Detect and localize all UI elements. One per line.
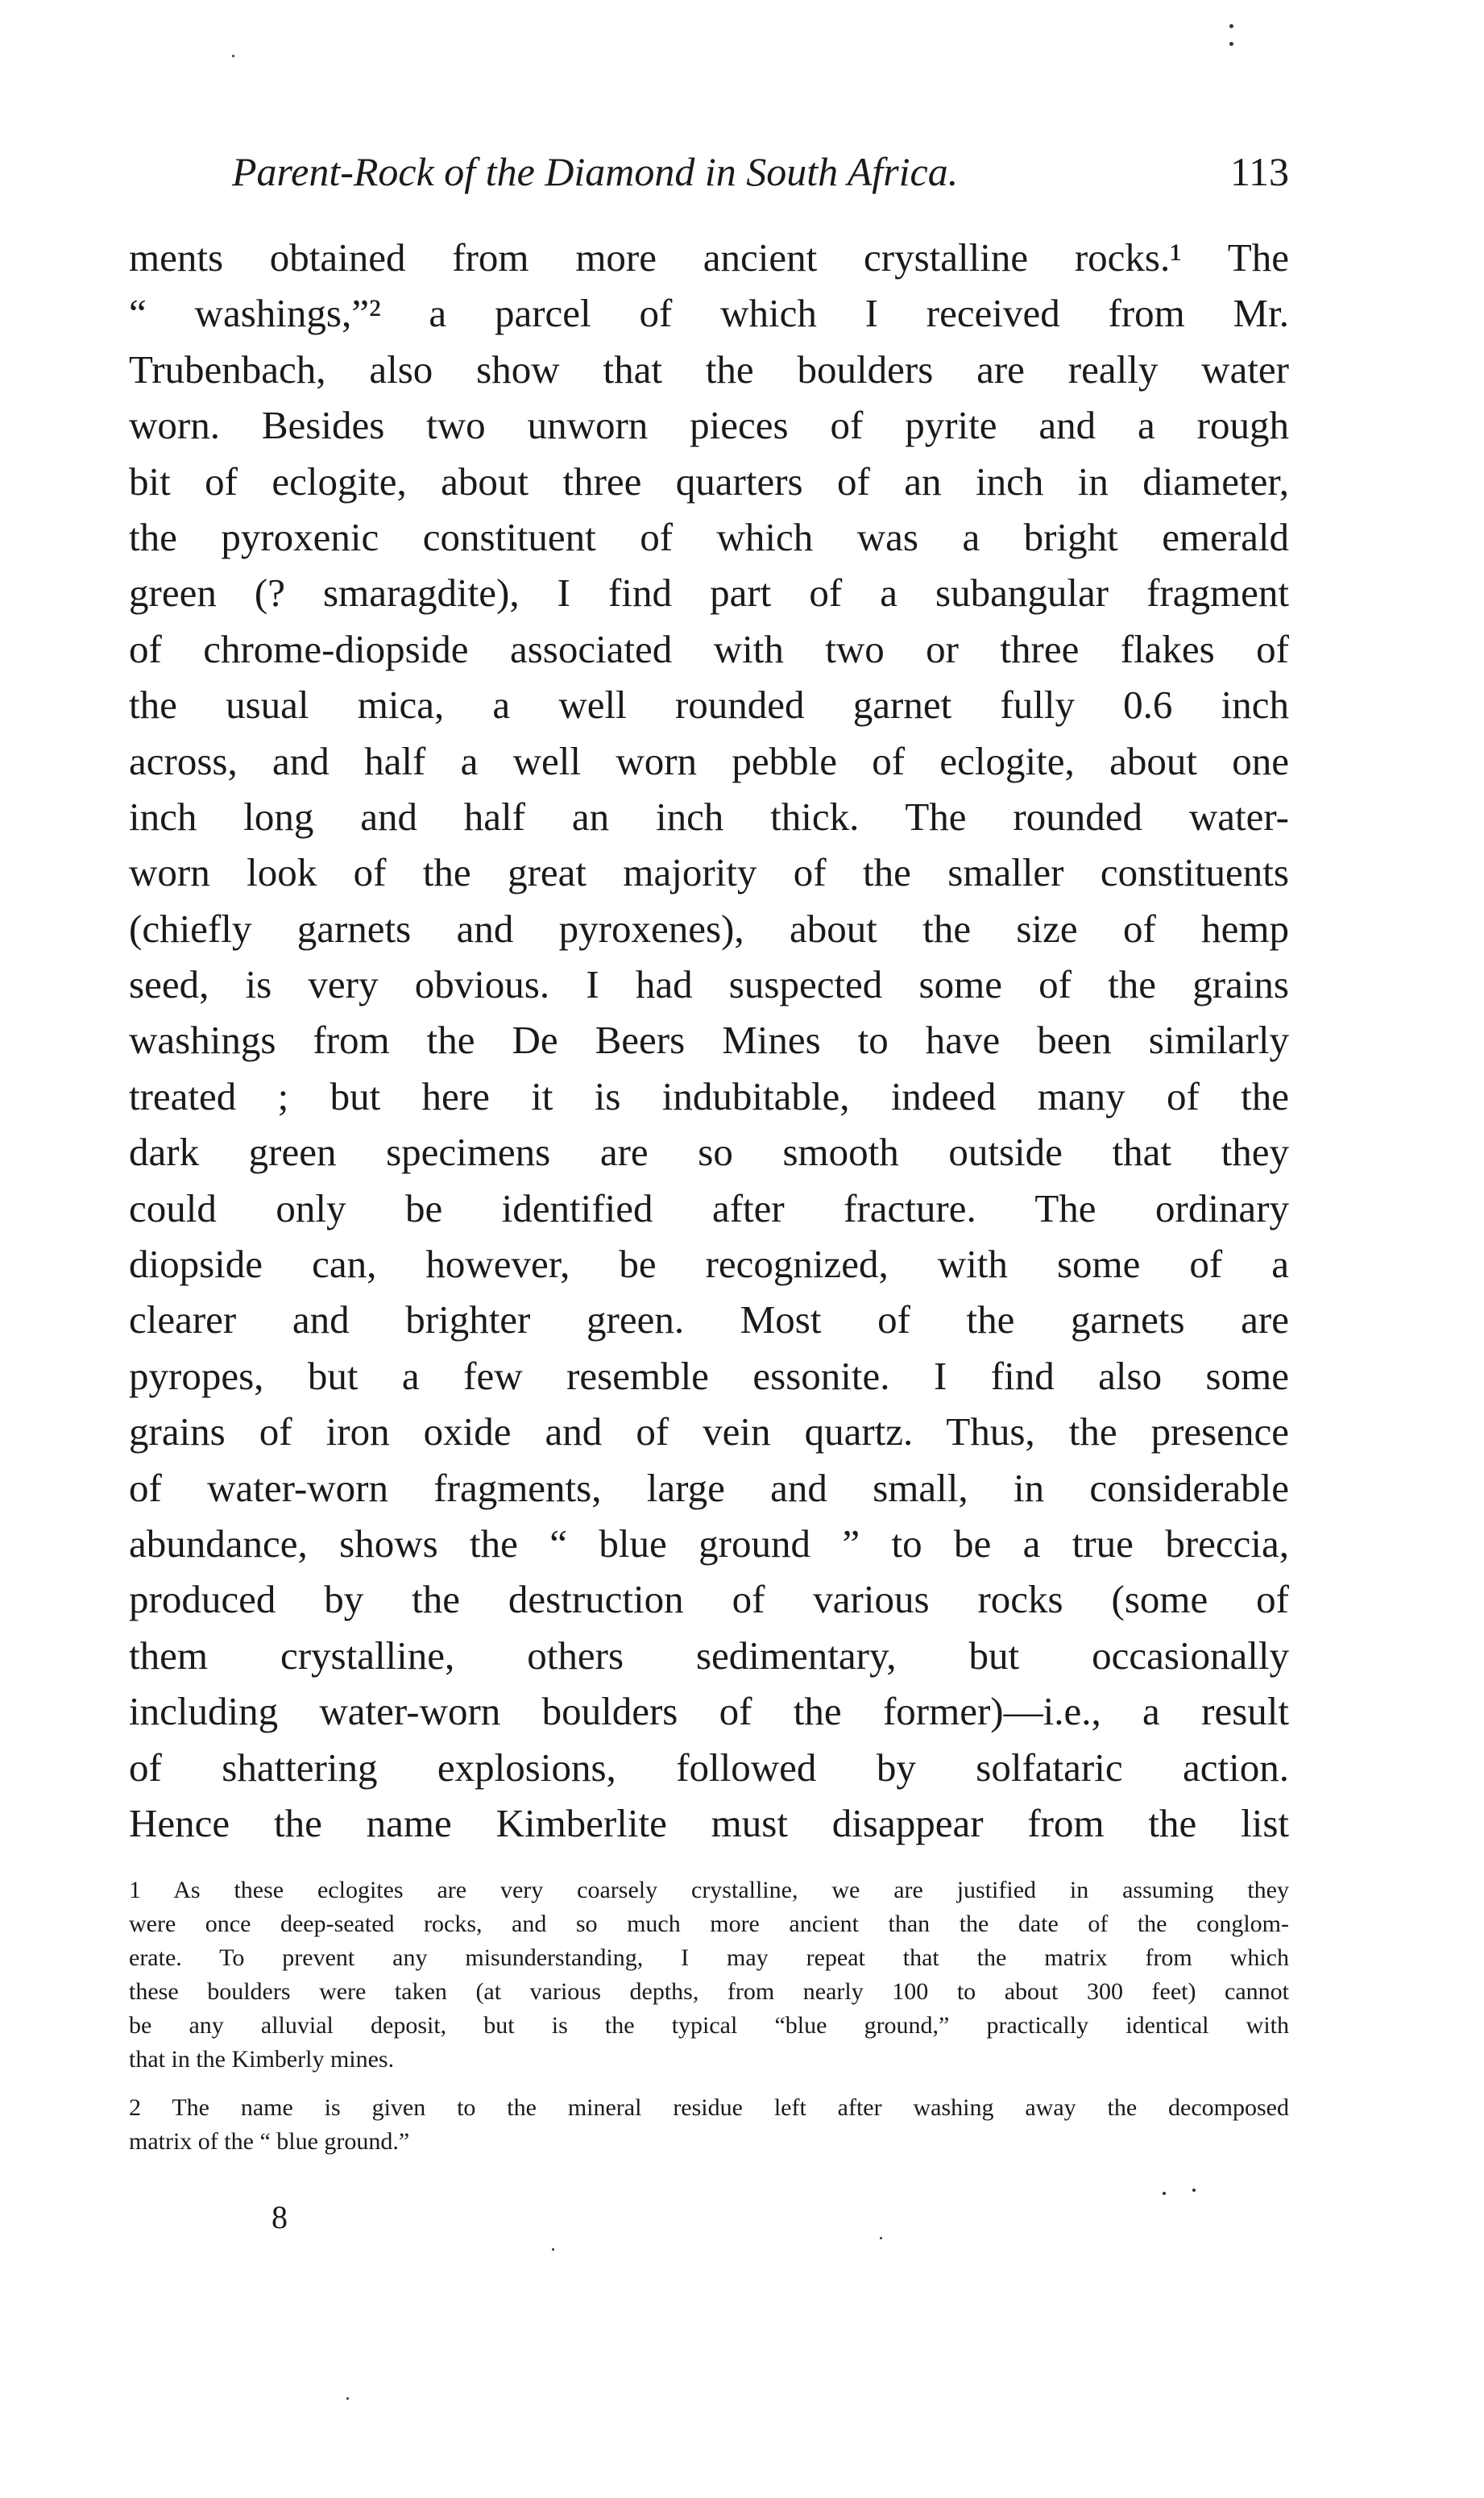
body-line: washings from the De Beers Mines to have been similarly	[129, 1018, 1289, 1063]
body-line: of chrome-diopside associated with two or three flakes of	[129, 626, 1289, 671]
footnote-line: these boulders were taken (at various depths, from nearly 100 to about 300 feet) cannot	[129, 1978, 1289, 2005]
running-title: Parent-Rock of the Diamond in South Africa.	[232, 149, 959, 194]
body-line: pyropes, but a few resemble essonite. I find also some	[129, 1353, 1289, 1398]
scan-speck	[1229, 42, 1233, 46]
page-header	[129, 143, 1289, 200]
body-line: abundance, shows the “ blue ground ” to be a true breccia,	[129, 1521, 1289, 1566]
scan-speck	[880, 2237, 882, 2239]
body-line: the pyroxenic constituent of which was a bright emerald	[129, 514, 1289, 559]
body-line: produced by the destruction of various rocks (some of	[129, 1577, 1289, 1622]
printer-signature: 8	[272, 2199, 288, 2235]
body-line: the usual mica, a well rounded garnet fully 0.6 inch	[129, 683, 1289, 728]
body-line: could only be identified after fracture. The ordinary	[129, 1185, 1289, 1230]
scan-speck	[1163, 2192, 1166, 2195]
body-line: dark green specimens are so smooth outside that they	[129, 1130, 1289, 1175]
body-line: clearer and brighter green. Most of the garnets are	[129, 1297, 1289, 1342]
body-line: “ washings,”² a parcel of which I received from Mr.	[129, 291, 1289, 336]
body-line: green (? smaragdite), I find part of a subangular fragment	[129, 571, 1289, 616]
body-line: seed, is very obvious. I had suspected some of the grains	[129, 962, 1289, 1007]
body-line: including water-worn boulders of the former)—i.e., a result	[129, 1689, 1289, 1734]
body-line: treated ; but here it is indubitable, indeed many of the	[129, 1073, 1289, 1118]
body-line: (chiefly garnets and pyroxenes), about the size of hemp	[129, 906, 1289, 951]
body-line: of water-worn fragments, large and small, in considerable	[129, 1465, 1289, 1510]
scan-speck	[552, 2248, 554, 2251]
footnote-line: 1 As these eclogites are very coarsely crystalline, we are justified in assuming they	[129, 1877, 1289, 1903]
body-line: of shattering explosions, followed by solfataric action.	[129, 1745, 1289, 1790]
footnotes	[129, 1874, 1289, 2173]
footnote	[129, 1874, 1289, 2077]
footnote-line: 2 The name is given to the mineral residue left after washing away the decomposed	[129, 2094, 1289, 2121]
footnote-line: that in the Kimberly mines.	[129, 2046, 395, 2073]
body-line: diopside can, however, be recognized, with some of a	[129, 1242, 1289, 1287]
scan-speck	[1192, 2189, 1196, 2192]
footnote-line: be any alluvial deposit, but is the typical “blue ground,” practically identical with	[129, 2012, 1289, 2039]
body-line: ments obtained from more ancient crystalline rocks.¹ The	[129, 235, 1289, 280]
footnote-line: erate. To prevent any misunderstanding, I may repeat that the matrix from which	[129, 1944, 1289, 1971]
body-line: inch long and half an inch thick. The rounded water-	[129, 794, 1289, 839]
scan-speck	[346, 2397, 349, 2400]
scan-speck	[1229, 24, 1233, 28]
scan-speck	[232, 55, 234, 57]
body-line: worn. Besides two unworn pieces of pyrite and a rough	[129, 403, 1289, 448]
body-text	[129, 230, 1289, 1851]
body-line: bit of eclogite, about three quarters of an inch in diameter,	[129, 459, 1289, 504]
body-line: worn look of the great majority of the smaller constituents	[129, 850, 1289, 895]
footnote-line: were once deep-seated rocks, and so much more ancient than the date of the conglom-	[129, 1911, 1289, 1937]
footnote-line: matrix of the “ blue ground.”	[129, 2128, 410, 2155]
footnote	[129, 2091, 1289, 2159]
body-line: them crystalline, others sedimentary, but occasionally	[129, 1633, 1289, 1678]
body-line: grains of iron oxide and of vein quartz. Thus, the presence	[129, 1409, 1289, 1454]
body-line: across, and half a well worn pebble of eclogite, about one	[129, 738, 1289, 783]
body-line: Hence the name Kimberlite must disappear from the list	[129, 1800, 1289, 1845]
body-line: Trubenbach, also show that the boulders are really water	[129, 346, 1289, 392]
page-number: 113	[1229, 149, 1289, 194]
